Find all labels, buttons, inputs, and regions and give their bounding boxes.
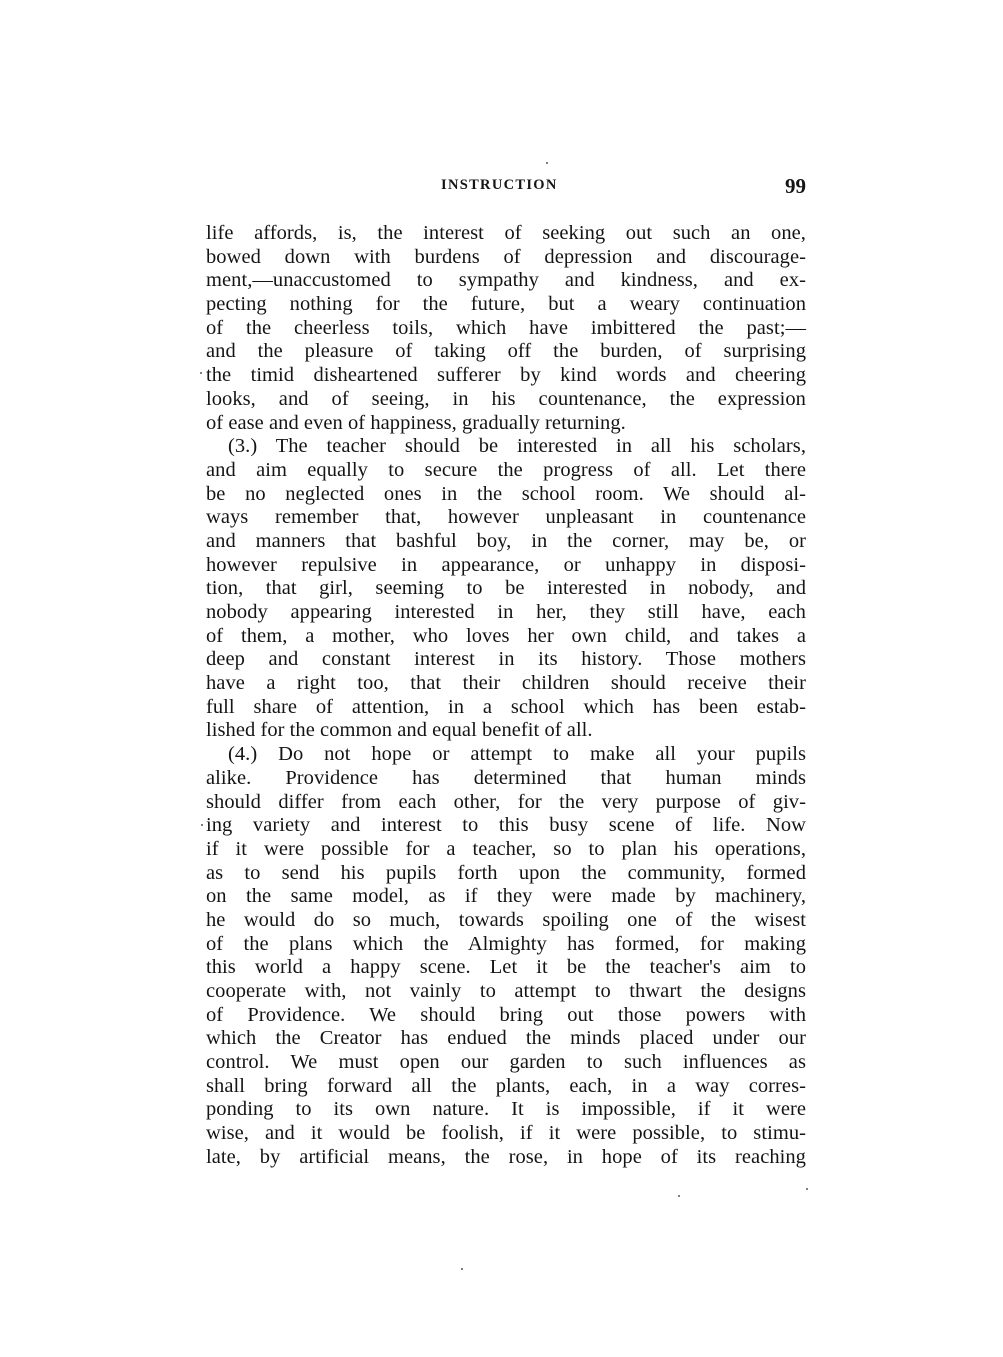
text-line: and aim equally to secure the progress of all. Let there <box>206 458 806 481</box>
text-line: which the Creator has endued the minds placed under our <box>206 1027 806 1050</box>
text-line: control. We must open our garden to such influences as <box>206 1051 806 1074</box>
text-line: ponding to its own nature. It is impossible, if it were <box>206 1098 806 1121</box>
page-header <box>206 174 806 201</box>
text-line: full share of attention, in a school which has been estab- <box>206 695 806 718</box>
text-line: pecting nothing for the future, but a weary continuation <box>206 293 806 316</box>
text-line: on the same model, as if they were made by machinery, <box>206 885 806 908</box>
paragraph-start-line: (3.) The teacher should be interested in all his scholars, <box>228 435 806 458</box>
text-line: ways remember that, however unpleasant in countenance <box>206 506 806 529</box>
text-line: as to send his pupils forth upon the community, formed <box>206 861 806 884</box>
text-line: ment,—unaccustomed to sympathy and kindness, and ex- <box>206 269 806 292</box>
running-head: INSTRUCTION <box>441 177 558 193</box>
text-line: if it were possible for a teacher, so to plan his operations, <box>206 837 806 860</box>
text-line: be no neglected ones in the school room. We should al- <box>206 482 806 505</box>
text-line: late, by artificial means, the rose, in hope of its reaching <box>206 1145 806 1168</box>
text-line: cooperate with, not vainly to attempt to thwart the designs <box>206 980 806 1002</box>
text-line: however repulsive in appearance, or unhappy in disposi- <box>206 553 806 576</box>
scan-speck <box>461 1268 463 1270</box>
text-line: he would do so much, towards spoiling one of the wisest <box>206 908 806 931</box>
text-line: of Providence. We should bring out those powers with <box>206 1003 806 1026</box>
scan-speck <box>546 162 548 164</box>
text-line: of the cheerless toils, which have imbittered the past;— <box>206 316 806 339</box>
text-line: nobody appearing interested in her, they still have, each <box>206 601 806 623</box>
scan-speck <box>678 1195 680 1197</box>
page-number: 99 <box>785 174 806 198</box>
text-line: this world a happy scene. Let it be the teacher's aim to <box>206 956 806 979</box>
paragraph-end-line: lished for the common and equal benefit of all. <box>206 719 593 742</box>
text-line: ing variety and interest to this busy scene of life. Now <box>206 814 806 837</box>
scan-speck <box>200 372 202 374</box>
text-line: and manners that bashful boy, in the corner, may be, or <box>206 529 806 552</box>
paragraph-end-line: of ease and even of happiness, gradually returning. <box>206 411 626 434</box>
text-line: bowed down with burdens of depression and discourage- <box>206 245 806 268</box>
text-line: shall bring forward all the plants, each, in a way corres- <box>206 1074 806 1097</box>
text-line: looks, and of seeing, in his countenance, the expression <box>206 387 806 410</box>
text-line: alike. Providence has determined that human minds <box>206 766 806 789</box>
scan-speck <box>201 824 203 826</box>
scan-speck <box>806 1188 808 1190</box>
text-line: have a right too, that their children should receive their <box>206 672 806 695</box>
text-line: of them, a mother, who loves her own child, and takes a <box>206 624 806 647</box>
text-line: tion, that girl, seeming to be interested in nobody, and <box>206 577 806 600</box>
text-line: the timid disheartened sufferer by kind words and cheering <box>206 364 806 387</box>
text-line: should differ from each other, for the very purpose of giv- <box>206 790 806 813</box>
body-text <box>206 222 806 1170</box>
text-line: wise, and it would be foolish, if it were possible, to stimu- <box>206 1122 806 1145</box>
text-line: deep and constant interest in its history. Those mothers <box>206 648 806 671</box>
text-line: and the pleasure of taking off the burden, of surprising <box>206 340 806 363</box>
paragraph-start-line: (4.) Do not hope or attempt to make all your pupils <box>228 743 806 766</box>
text-line: life affords, is, the interest of seeking out such an one, <box>206 222 806 244</box>
text-line: of the plans which the Almighty has formed, for making <box>206 932 806 955</box>
